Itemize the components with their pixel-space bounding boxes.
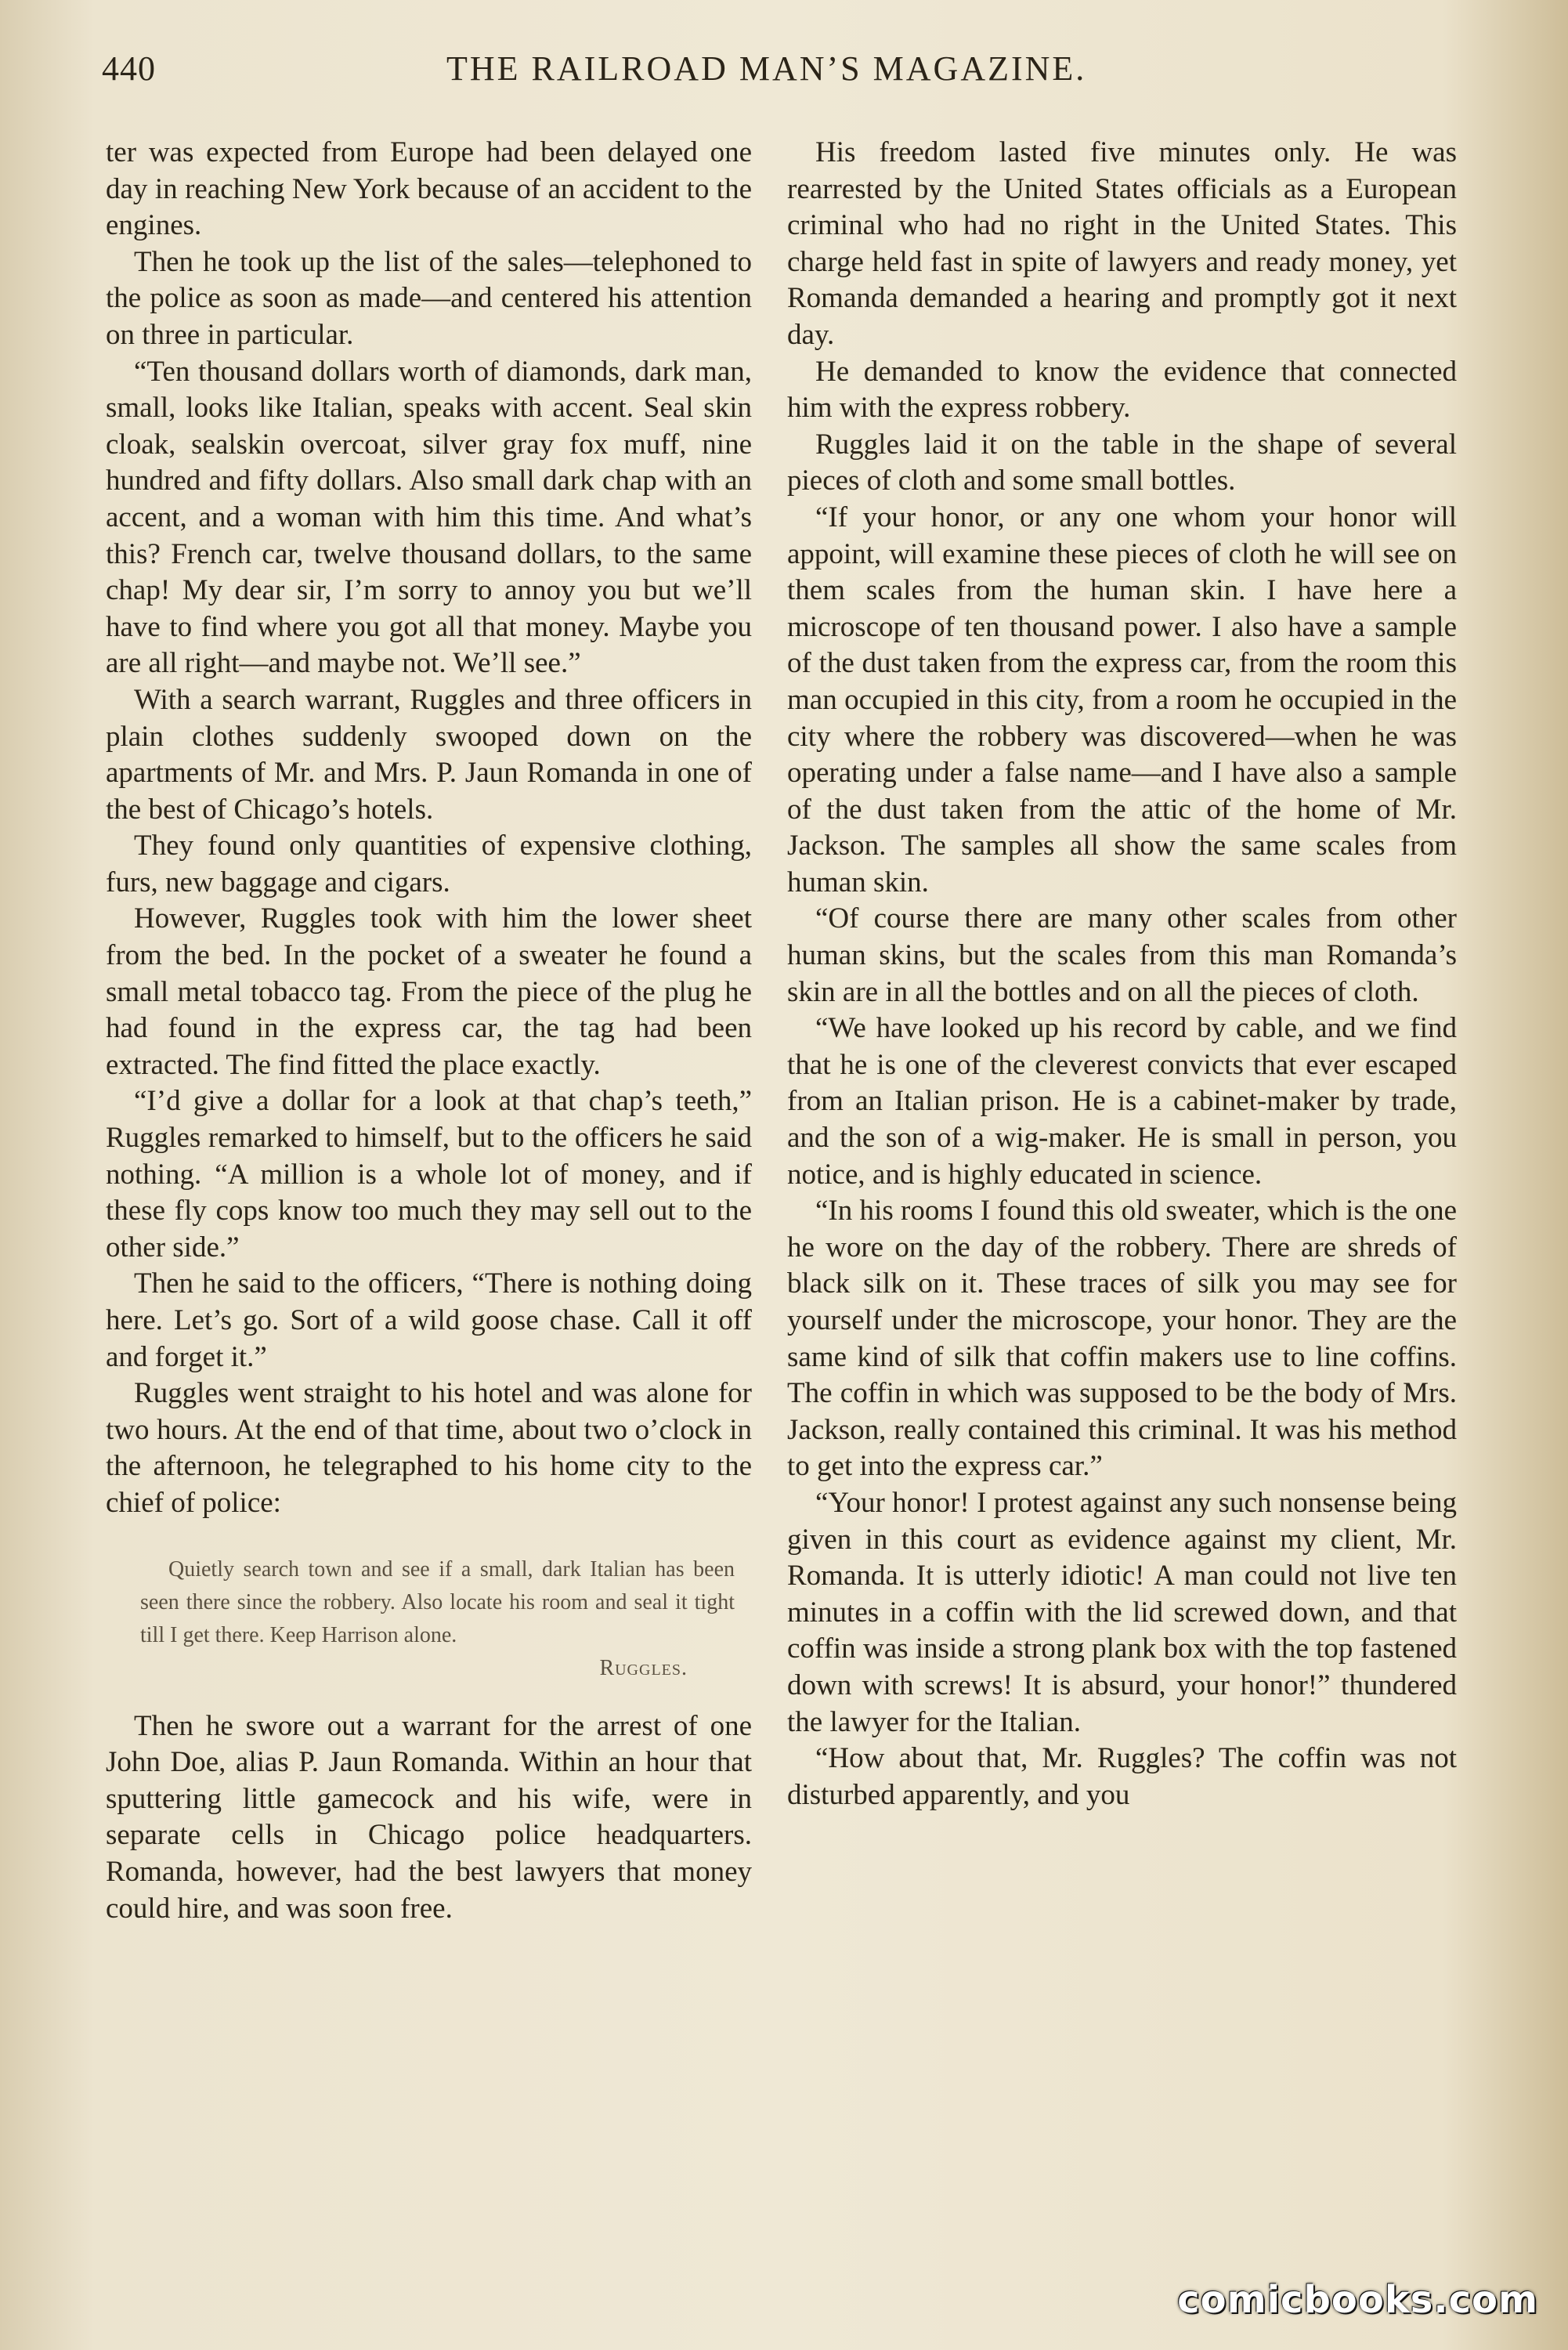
telegram-signature: Ruggles. <box>599 1655 688 1680</box>
paragraph: With a search warrant, Ruggles and three officers in plain clothes suddenly swooped down on the apartments of Mr. and Mrs. P. Jaun Romanda in one of the best of Chicago’s hotels. <box>106 683 752 826</box>
paragraph: ter was expected from Europe had been delayed one day in reaching New York because of an accident to the engines. <box>106 136 752 242</box>
paragraph: Ruggles laid it on the table in the shape of several pieces of cloth and some small bottles. <box>787 428 1457 497</box>
paragraph: Ruggles went straight to his hotel and was alone for two hours. At the end of that time, about two o’clock in the afternoon, he telegraphed to his home city to the chief of police: <box>106 1377 752 1519</box>
paragraph: “Your honor! I protest against any such nonsense being given in this court as evidence against my client, Mr. Romanda. It is utterly idiotic! A man could not live ten minutes in a coffin with the lid screwed down, and that coffin was inside a strong plank box with the top fastened down with screws! It is absurd, your honor!” thundered the lawyer for the Italian. <box>787 1486 1457 1738</box>
paragraph: “Ten thousand dollars worth of diamonds, dark man, small, looks like Italian, speaks with accent. Seal skin cloak, sealskin overcoat, silver gray fox muff, nine hundred and fifty dollars. Also small dark chap with an accent, and a woman with him this time. And what’s this? French car, twelve thousand dollars, to the same chap! My dear sir, I’m sorry to annoy you but we’ll have to find where you got all that money. Maybe you are all right—and maybe not. We’ll see.” <box>106 355 752 680</box>
left-column <box>106 135 752 1927</box>
paragraph: “In his rooms I found this old sweater, which is the one he wore on the day of the robbery. There are shreds of black silk on it. These traces of silk you may see for yourself under the microscope, your honor. They are the same kind of silk that coffin makers use to line coffins. The coffin in which was supposed to be the body of Mrs. Jackson, really contained this criminal. It was his method to get into the express car.” <box>787 1195 1457 1483</box>
page-number: 440 <box>102 49 156 88</box>
paragraph: He demanded to know the evidence that connected him with the express robbery. <box>787 355 1457 425</box>
source-watermark: comicbooks.com <box>1177 2278 1538 2322</box>
telegram-text: Quietly search town and see if a small, dark Italian has been seen there since the robbery. Also locate his room and seal it tight till I get there. Keep Harrison alone. <box>140 1556 735 1647</box>
paragraph: “How about that, Mr. Ruggles? The coffin was not disturbed apparently, and you <box>787 1742 1457 1811</box>
paragraph: Then he swore out a warrant for the arrest of one John Doe, alias P. Jaun Romanda. Within an hour that sputtering little gamecock and his wife, were in separate cells in Chicago police headquarters. Romanda, however, had the best lawyers that money could hire, and was soon free. <box>106 1709 752 1925</box>
running-title: THE RAILROAD MAN’S MAGAZINE. <box>446 49 1087 88</box>
paragraph: Then he took up the list of the sales—telephoned to the police as soon as made—and centered his attention on three in particular. <box>106 245 752 351</box>
paragraph: “If your honor, or any one whom your honor will appoint, will examine these pieces of cloth he will see on them scales from the human skin. I have here a microscope of ten thousand power. I also have a sample of the dust taken from the express car, from the room this man occupied in this city, from a room he occupied in the city where the robbery was discovered—when he was operating under a false name—and I have also a sample of the dust taken from the attic of the home of Mr. Jackson. The samples all show the same scales from human skin. <box>787 501 1457 898</box>
right-column <box>787 135 1457 1813</box>
paragraph: However, Ruggles took with him the lower sheet from the bed. In the pocket of a sweater he found a small metal tobacco tag. From the piece of the plug he had found in the express car, the tag had been extracted. The find fitted the place exactly. <box>106 902 752 1081</box>
paragraph: His freedom lasted five minutes only. He was rearrested by the United States officials as a European criminal who had no right in the United States. This charge held fast in spite of lawyers and ready money, yet Romanda demanded a hearing and promptly got it next day. <box>787 136 1457 351</box>
paragraph: They found only quantities of expensive clothing, furs, new baggage and cigars. <box>106 830 752 898</box>
telegram-block <box>140 1553 735 1685</box>
paragraph: Then he said to the officers, “There is nothing doing here. Let’s go. Sort of a wild goose chase. Call it off and forget it.” <box>106 1267 752 1373</box>
page-header <box>102 49 1505 96</box>
paragraph: “I’d give a dollar for a look at that chap’s teeth,” Ruggles remarked to himself, but to the officers he said nothing. “A million is a whole lot of money, and if these fly cops know too much they may sell out to the other side.” <box>106 1085 752 1264</box>
paragraph: “We have looked up his record by cable, and we find that he is one of the cleverest convicts that ever escaped from an Italian prison. He is a cabinet-maker by trade, and the son of a wig-maker. He is small in person, you notice, and is highly educated in science. <box>787 1012 1457 1191</box>
paragraph: “Of course there are many other scales from other human skins, but the scales from this man Romanda’s skin are in all the bottles and on all the pieces of cloth. <box>787 902 1457 1008</box>
